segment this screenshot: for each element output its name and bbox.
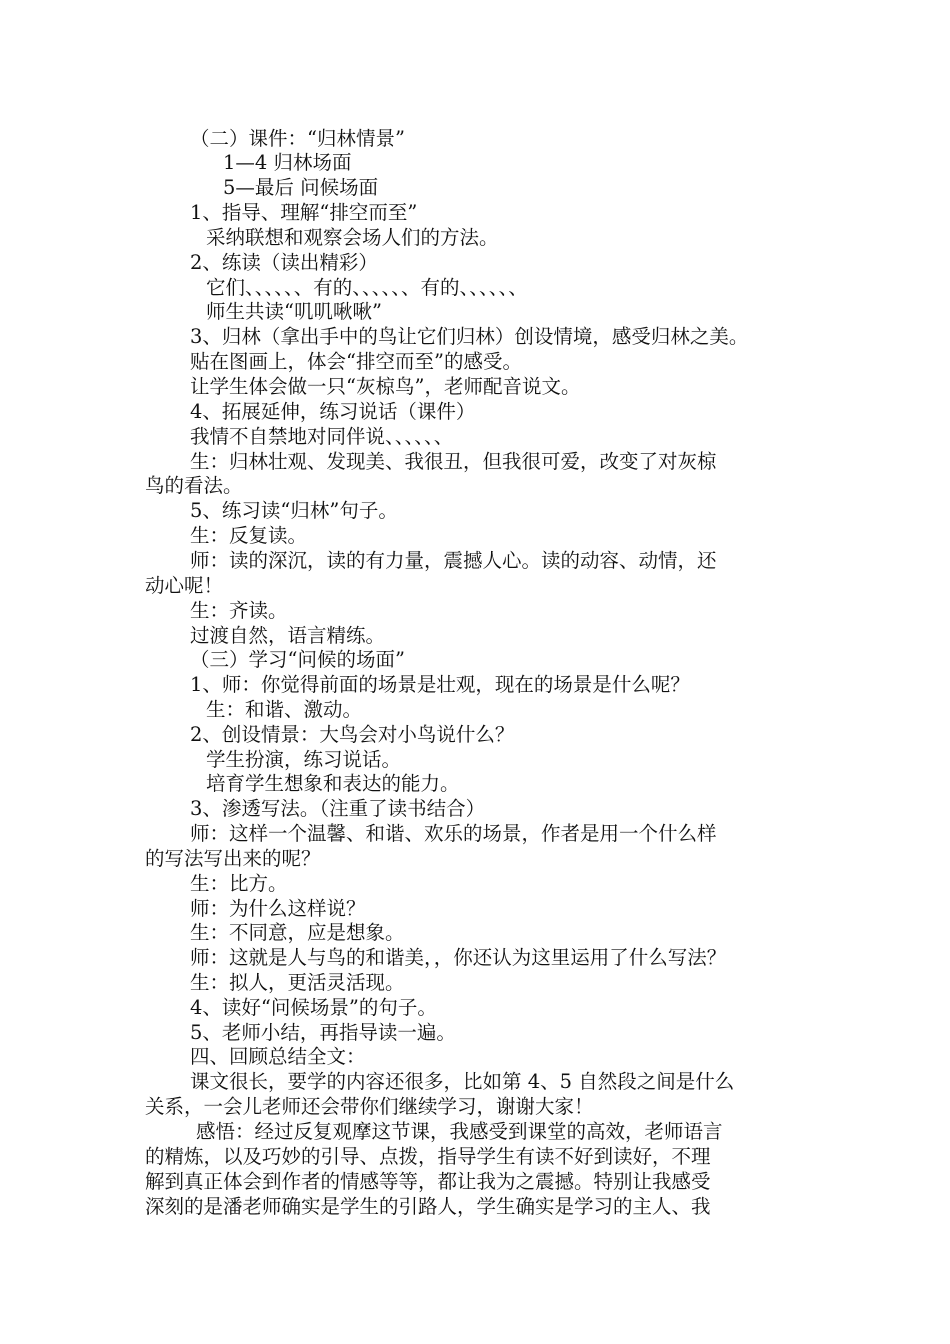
section-heading: （三）学习“问候的场面”: [190, 648, 405, 671]
text-line: 培育学生想象和表达的能力。: [206, 772, 460, 795]
text-line: 生：反复读。: [190, 524, 308, 547]
text-line: 课文很长，要学的内容还很多，比如第 4、5 自然段之间是什么: [190, 1070, 735, 1093]
text-line: 的精炼，以及巧妙的引导、点拨，指导学生有读不好到读好，不理: [145, 1145, 711, 1168]
text-line: 采纳联想和观察会场人们的方法。: [206, 226, 499, 249]
text-line: 4、读好“问候场景”的句子。: [190, 996, 437, 1019]
text-line: 生：齐读。: [190, 599, 288, 622]
text-line: 解到真正体会到作者的情感等等，都让我为之震撼。特别让我感受: [145, 1170, 711, 1193]
text-line: 1、师：你觉得前面的场景是壮观，现在的场景是什么呢？: [190, 673, 690, 696]
text-line: 关系，一会儿老师还会带你们继续学习，谢谢大家！: [145, 1095, 594, 1118]
text-line: 深刻的是潘老师确实是学生的引路人，学生确实是学习的主人、我: [145, 1195, 711, 1218]
text-line: 鸟的看法。: [145, 474, 243, 497]
text-line: 的写法写出来的呢？: [145, 847, 321, 870]
text-line: 师：这样一个温馨、和谐、欢乐的场景，作者是用一个什么样: [190, 822, 717, 845]
text-line: 生：拟人，更活灵活现。: [190, 971, 405, 994]
text-line: 师：读的深沉，读的有力量，震撼人心。读的动容、动情，还: [190, 549, 717, 572]
text-line: 它们、、、、、、有的、、、、、、有的、、、、、、: [206, 276, 528, 299]
text-line: 3、渗透写法。（注重了读书结合）: [190, 797, 486, 820]
text-line: 让学生体会做一只“灰椋鸟”，老师配音说文。: [190, 375, 581, 398]
text-line: 3、归林（拿出手中的鸟让它们归林）创设情境，感受归林之美。: [190, 325, 749, 348]
text-line: 过渡自然，语言精练。: [190, 624, 386, 647]
text-line: 4、拓展延伸，练习说话（课件）: [190, 400, 476, 423]
section-heading: 四、回顾总结全文：: [190, 1045, 366, 1068]
text-line: 生：比方。: [190, 872, 288, 895]
text-line: 我情不自禁地对同伴说、、、、、、: [190, 425, 454, 448]
text-line: 师：这就是人与鸟的和谐美，，你还认为这里运用了什么写法？: [190, 946, 727, 969]
text-line: 生：不同意，应是想象。: [190, 921, 405, 944]
text-line: 师生共读“叽叽啾啾”: [206, 300, 382, 323]
text-line: 5、老师小结，再指导读一遍。: [190, 1021, 456, 1044]
text-line: 1—4 归林场面: [223, 151, 352, 174]
text-line: 5、练习读“归林”句子。: [190, 499, 398, 522]
text-line: 2、练读（读出精彩）: [190, 251, 378, 274]
text-line: 5—最后 问候场面: [223, 176, 379, 199]
text-line: 2、创设情景：大鸟会对小鸟说什么？: [190, 723, 515, 746]
text-line: 感悟：经过反复观摩这节课，我感受到课堂的高效，老师语言: [196, 1120, 723, 1143]
text-line: （二）课件：“归林情景”: [190, 127, 405, 150]
text-line: 生：和谐、激动。: [206, 698, 363, 721]
text-line: 贴在图画上，体会“排空而至”的感受。: [190, 350, 522, 373]
text-line: 动心呢！: [145, 574, 224, 597]
text-line: 学生扮演，练习说话。: [206, 748, 402, 771]
text-line: 1、指导、理解“排空而至”: [190, 201, 418, 224]
text-line: 生：归林壮观、发现美、我很丑，但我很可爱，改变了对灰椋: [190, 450, 717, 473]
text-line: 师：为什么这样说？: [190, 897, 366, 920]
